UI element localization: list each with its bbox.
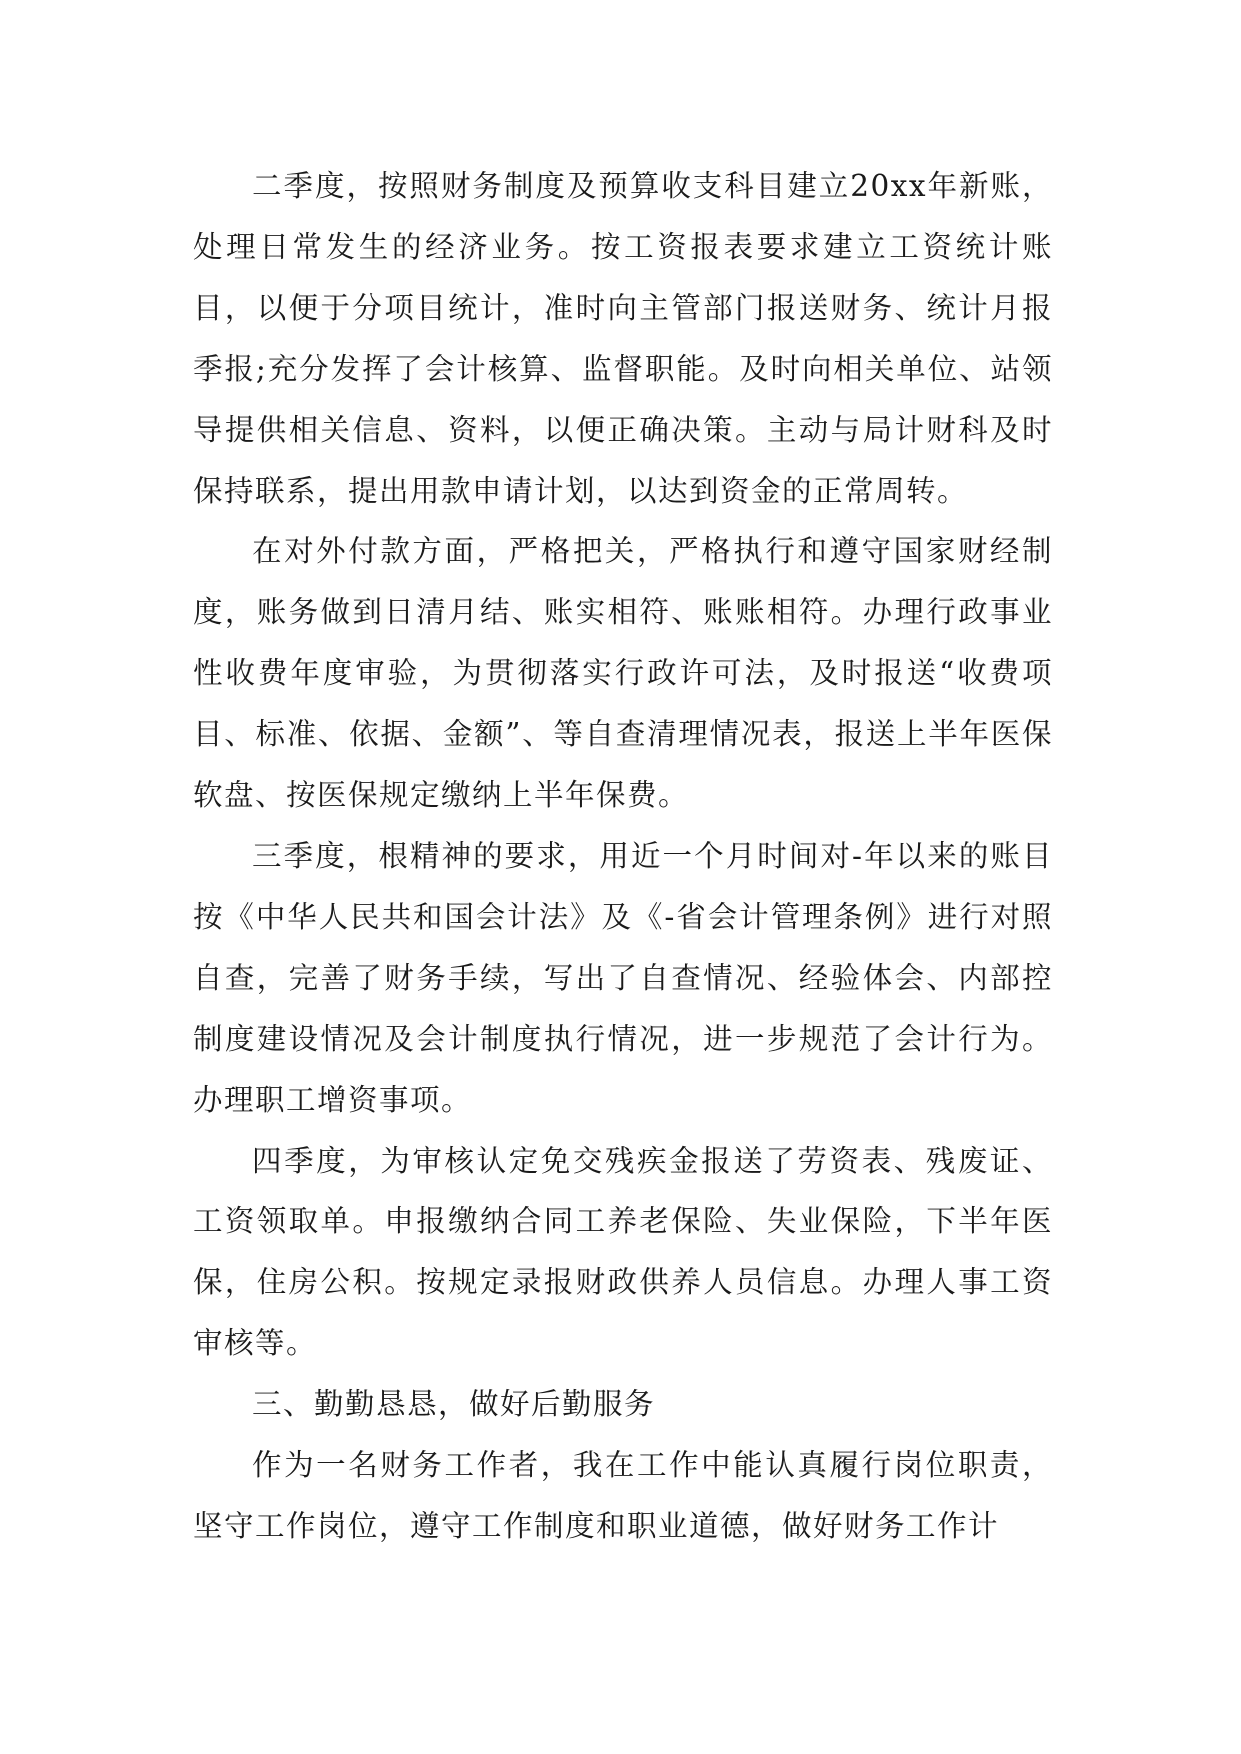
paragraph-external-payments: 在对外付款方面，严格把关，严格执行和遵守国家财经制度，账务做到日清月结、账实相符、账账相符。办理行政事业性收费年度审验，为贯彻落实行政许可法，及时报送“收费项目、标准、依据、金额”、等自查清理情况表，报送上半年医保软盘、按医保规定缴纳上半年保费。 [193,534,1053,813]
paragraph-final: 作为一名财务工作者，我在工作中能认真履行岗位职责，坚守工作岗位，遵守工作制度和职业道德，做好财务工作计 [193,1448,1053,1543]
paragraph-q4: 四季度，为审核认定免交残疾金报送了劳资表、残废证、工资领取单。申报缴纳合同工养老保险、失业保险，下半年医保，住房公积。按规定录报财政供养人员信息。办理人事工资审核等。 [193,1143,1053,1361]
document-body [193,156,1053,1557]
section-heading: 三、勤勤恳恳，做好后勤服务 [252,1387,656,1422]
paragraph-q2: 二季度，按照财务制度及预算收支科目建立20xx年新账，处理日常发生的经济业务。按工资报表要求建立工资统计账目，以便于分项目统计，准时向主管部门报送财务、统计月报季报;充分发挥了会计核算、监督职能。及时向相关单位、站领导提供相关信息、资料，以便正确决策。主动与局计财科及时保持联系，提出用款申请计划，以达到资金的正常周转。 [193,169,1053,508]
paragraph-q3: 三季度，根精神的要求，用近一个月时间对-年以来的账目按《中华人民共和国会计法》及《-省会计管理条例》进行对照自查，完善了财务手续，写出了自查情况、经验体会、内部控制度建设情况及会计制度执行情况，进一步规范了会计行为。办理职工增资事项。 [193,838,1053,1117]
